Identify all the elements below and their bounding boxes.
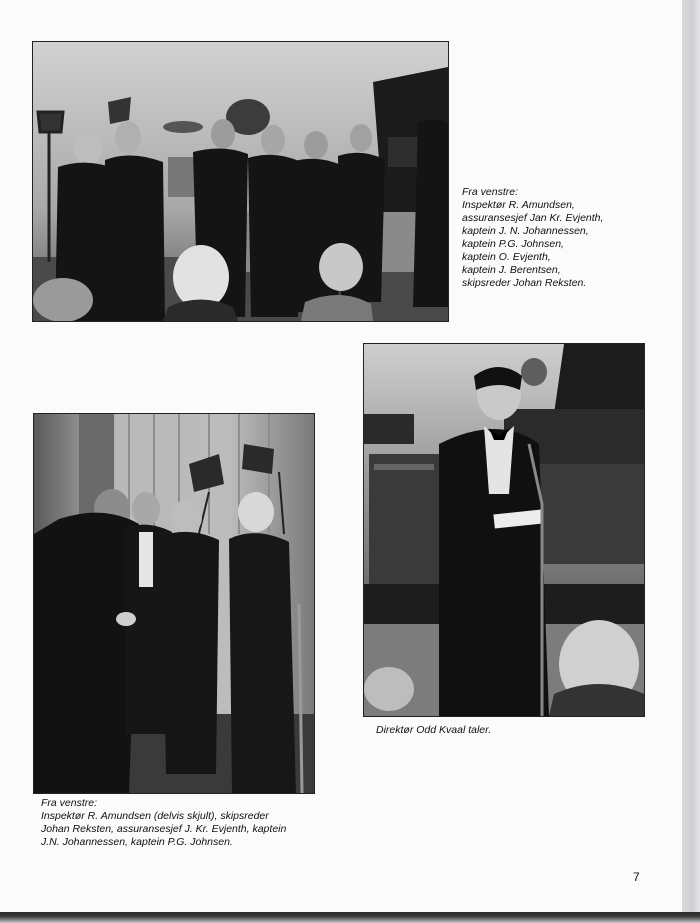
caption-line: Direktør Odd Kvaal taler. [376, 724, 492, 736]
photo-handshake-image [34, 414, 314, 793]
caption-speaker-photo [376, 724, 491, 737]
caption-line: Inspektør R. Amundsen (delvis skjult), skipsreder [41, 810, 269, 822]
caption-line: Fra venstre: [41, 797, 98, 809]
photo-handshake [34, 414, 314, 793]
caption-line: Fra venstre: [462, 186, 519, 198]
photo-stage-group-image [33, 42, 448, 321]
page-bottom-edge [0, 912, 700, 923]
caption-top-photo [462, 186, 603, 290]
caption-handshake-photo [41, 797, 286, 849]
caption-line: J.N. Johannessen, kaptein P.G. Johnsen. [41, 836, 233, 848]
page-edge-shadow [682, 0, 700, 923]
caption-line: kaptein J. N. Johannessen, [462, 225, 589, 237]
page-number: 7 [633, 870, 640, 884]
caption-line: kaptein P.G. Johnsen, [462, 238, 564, 250]
caption-line: Johan Reksten, assuransesjef J. Kr. Evjenth, kaptein [41, 823, 287, 835]
caption-line: Inspektør R. Amundsen, [462, 199, 575, 211]
photo-stage-group [33, 42, 448, 321]
caption-line: kaptein J. Berentsen, [462, 264, 561, 276]
photo-speaker [364, 344, 644, 716]
photo-speaker-image [364, 344, 644, 716]
caption-line: assuransesjef Jan Kr. Evjenth, [462, 212, 604, 224]
caption-line: skipsreder Johan Reksten. [462, 277, 587, 289]
caption-line: kaptein O. Evjenth, [462, 251, 551, 263]
